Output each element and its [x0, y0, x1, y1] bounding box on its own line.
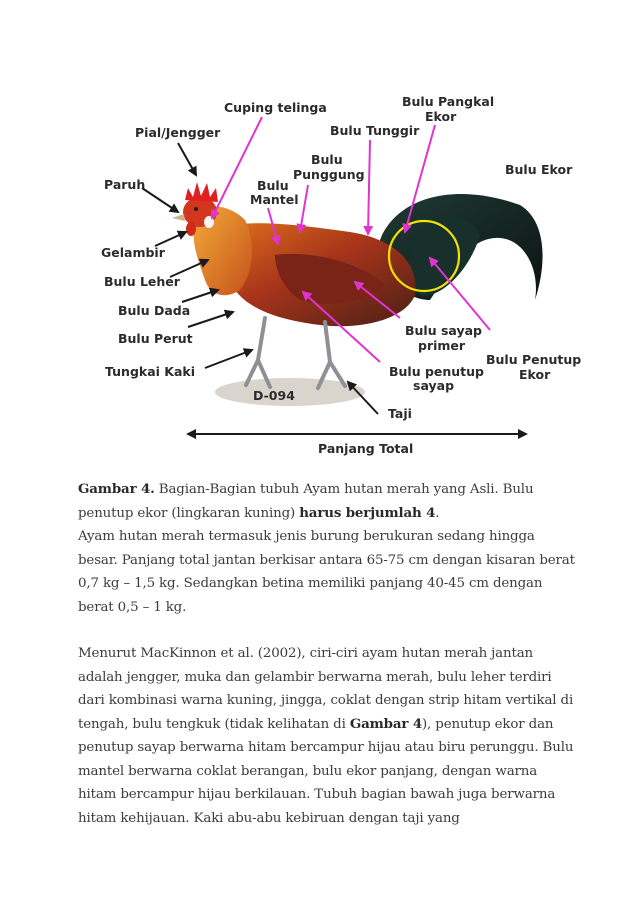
- label-bulu-penutup-sayap-1: Bulu penutup: [389, 364, 485, 379]
- label-bulu-mantel-1: Bulu: [257, 178, 289, 193]
- caption-end: .: [435, 505, 440, 521]
- paragraph-2-a: Menurut MacKinnon et al. (2002), ciri-ciri ayam hutan merah jantan adalah jengger, muka dan gelambir berwarna merah, bulu leher terdiri dari kombinasi warna kuning, jingga, coklat dengan strip hitam vertikal di tengah, bulu tengkuk (tidak kelihatan di: [78, 646, 574, 732]
- label-bulu-pangkal-ekor-2: Ekor: [425, 109, 457, 124]
- label-bulu-dada: Bulu Dada: [118, 303, 191, 318]
- label-bulu-sayap-primer-1: Bulu sayap: [405, 323, 482, 338]
- label-bulu-punggung-2: Punggung: [293, 167, 365, 182]
- article-body: [78, 478, 578, 830]
- label-bulu-ekor: Bulu Ekor: [505, 162, 573, 177]
- label-bulu-mantel-2: Mantel: [250, 192, 299, 207]
- leg-ring-code: D-094: [253, 388, 295, 403]
- label-cuping-telinga: Cuping telinga: [224, 100, 327, 115]
- caption-bold: harus berjumlah 4: [299, 504, 436, 521]
- paragraph-2-b: ), penutup ekor dan penutup sayap berwarna hitam bercampur hijau atau biru perunggu. Bulu mantel berwarna coklat berangan, bulu ekor panjang, dengan warna hitam bercampur hijau berkilauan. Tubuh bagian bawah juga berwarna hitam kehijauan. Kaki abu-abu kebiruan dengan taji yang: [78, 716, 574, 826]
- label-bulu-tunggir: Bulu Tunggir: [330, 123, 420, 138]
- label-taji: Taji: [388, 406, 412, 421]
- label-bulu-pangkal-ekor-1: Bulu Pangkal: [402, 94, 495, 109]
- label-pial-jengger: Pial/Jengger: [135, 125, 221, 140]
- label-bulu-sayap-primer-2: primer: [418, 338, 466, 353]
- figure-caption: [78, 478, 578, 525]
- label-bulu-penutup-ekor-2: Ekor: [519, 367, 551, 382]
- label-bulu-punggung-1: Bulu: [311, 152, 343, 167]
- caption-text: Bagian-Bagian tubuh Ayam hutan merah yang Asli. Bulu penutup ekor (lingkaran kuning): [78, 482, 534, 521]
- label-gelambir: Gelambir: [101, 245, 165, 260]
- paragraph-2-bold: Gambar 4: [349, 715, 422, 732]
- label-tungkai-kaki: Tungkai Kaki: [105, 364, 196, 379]
- label-bulu-penutup-ekor-1: Bulu Penutup: [486, 352, 582, 367]
- paragraph-1: Ayam hutan merah termasuk jenis burung berukuran sedang hingga besar. Panjang total jantan berkisar antara 65-75 cm dengan kisaran berat 0,7 kg – 1,5 kg. Sedangkan betina memiliki panjang 40-45 cm dengan berat 0,5 – 1 kg.: [78, 529, 575, 615]
- caption-label: Gambar 4.: [78, 481, 155, 497]
- label-bulu-penutup-sayap-2: sayap: [413, 378, 455, 393]
- label-paruh: Paruh: [104, 177, 146, 192]
- label-bulu-perut: Bulu Perut: [118, 331, 193, 346]
- paragraph-2: [78, 642, 578, 830]
- label-bulu-leher: Bulu Leher: [104, 274, 180, 289]
- chicken-illustration: [172, 182, 543, 406]
- label-panjang-total: Panjang Total: [318, 441, 414, 456]
